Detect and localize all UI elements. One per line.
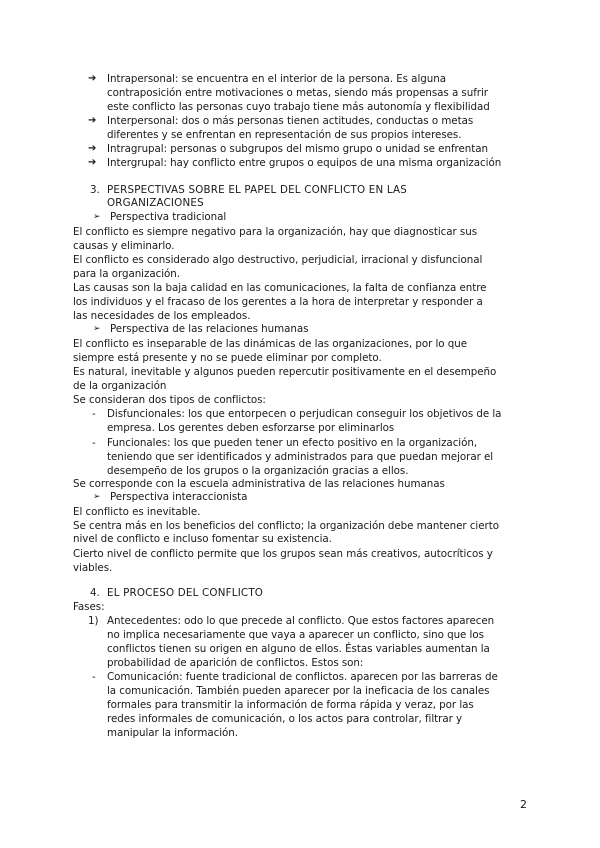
- arrow-bullet-icon: ➔: [88, 73, 97, 84]
- list-item-text: Disfuncionales: los que entorpecen o perjudican conseguir los objetivos de la: [107, 408, 502, 420]
- paragraph-line: causas y eliminarlo.: [73, 240, 175, 252]
- list-item-text: teniendo que ser identificados y administrados para que puedan mejorar el: [107, 451, 494, 463]
- paragraph-line: siempre está presente y no se puede eliminar por completo.: [73, 352, 382, 364]
- paragraph-line: Es natural, inevitable y algunos pueden repercutir positivamente en el desempeño: [73, 366, 497, 378]
- section-title: EL PROCESO DEL CONFLICTO: [107, 587, 264, 599]
- list-item-text: Intragrupal: personas o subgrupos del mismo grupo o unidad se enfrentan: [107, 143, 488, 155]
- list-item-text: probabilidad de aparición de conflictos. Estos son:: [107, 657, 364, 669]
- list-item-text: diferentes y se enfrentan en representación de sus propios intereses.: [107, 129, 462, 141]
- list-item-text: desempeño de los grupos o la organización gracias a ellos.: [107, 465, 409, 477]
- list-item-text: redes informales de comunicación, o los actos para controlar, filtrar y: [107, 713, 463, 725]
- paragraph-line: Se corresponde con la escuela administrativa de las relaciones humanas: [73, 478, 445, 490]
- dash-bullet-icon: -: [92, 671, 96, 683]
- subheading: Perspectiva interaccionista: [110, 491, 248, 503]
- paragraph-line: nivel de conflicto e incluso fomentar su existencia.: [73, 533, 332, 545]
- paragraph-line: los individuos y el fracaso de los gerentes a la hora de interpretar y responder a: [73, 296, 483, 308]
- list-item-text: Interpersonal: dos o más personas tienen actitudes, conductas o metas: [107, 115, 474, 127]
- paragraph-line: Las causas son la baja calidad en las comunicaciones, la falta de confianza entre: [73, 282, 487, 294]
- section-number: 4.: [90, 587, 100, 599]
- list-item-text: Comunicación: fuente tradicional de conflictos. aparecen por las barreras de: [107, 671, 498, 683]
- paragraph-line: las necesidades de los empleados.: [73, 310, 251, 322]
- subheading: Perspectiva de las relaciones humanas: [110, 323, 309, 335]
- list-item-text: Intergrupal: hay conflicto entre grupos o equipos de una misma organización: [107, 157, 502, 169]
- list-item-text: este conflicto las personas cuyo trabajo tiene más autonomía y flexibilidad: [107, 101, 490, 113]
- paragraph-line: de la organización: [73, 380, 167, 392]
- list-item-text: la comunicación. También pueden aparecer por la ineficacia de los canales: [107, 685, 490, 697]
- paragraph-line: El conflicto es siempre negativo para la organización, hay que diagnosticar sus: [73, 226, 478, 238]
- subheading: Perspectiva tradicional: [110, 211, 227, 223]
- paragraph-line: Se centra más en los beneficios del conflicto; la organización debe mantener cierto: [73, 520, 499, 532]
- section-title: ORGANIZACIONES: [107, 197, 204, 209]
- triangle-bullet-icon: ➢: [93, 492, 101, 502]
- paragraph-line: Se consideran dos tipos de conflictos:: [73, 394, 266, 406]
- paragraph-line: El conflicto es inevitable.: [73, 506, 201, 518]
- triangle-bullet-icon: ➢: [93, 212, 101, 222]
- list-item-text: empresa. Los gerentes deben esforzarse por eliminarlos: [107, 422, 395, 434]
- list-item-text: formales para transmitir la información de forma rápida y veraz, por las: [107, 699, 474, 711]
- paragraph-line: El conflicto es inseparable de las dinámicas de las organizaciones, por lo que: [73, 338, 468, 350]
- list-item-text: Antecedentes: odo lo que precede al conflicto. Que estos factores aparecen: [107, 615, 495, 627]
- page-number: 2: [520, 798, 527, 811]
- dash-bullet-icon: -: [92, 437, 96, 449]
- paragraph-line: Fases:: [73, 601, 105, 613]
- paragraph-line: Cierto nivel de conflicto permite que los grupos sean más creativos, autocríticos y: [73, 548, 493, 560]
- list-item-text: manipular la información.: [107, 727, 238, 739]
- list-item-text: contraposición entre motivaciones o metas, siendo más propensas a sufrir: [107, 87, 488, 99]
- arrow-bullet-icon: ➔: [88, 115, 97, 126]
- triangle-bullet-icon: ➢: [93, 324, 101, 334]
- list-item-text: no implica necesariamente que vaya a aparecer un conflicto, sino que los: [107, 629, 484, 641]
- dash-bullet-icon: -: [92, 408, 96, 420]
- arrow-bullet-icon: ➔: [88, 157, 97, 168]
- section-title: PERSPECTIVAS SOBRE EL PAPEL DEL CONFLICTO EN LAS: [107, 184, 407, 196]
- paragraph-line: El conflicto es considerado algo destructivo, perjudicial, irracional y disfuncional: [73, 254, 483, 266]
- list-item-text: Funcionales: los que pueden tener un efecto positivo en la organización,: [107, 437, 478, 449]
- item-number: 1): [88, 615, 99, 627]
- arrow-bullet-icon: ➔: [88, 143, 97, 154]
- list-item-text: conflictos tienen su origen en alguno de ellos. Éstas variables aumentan la: [107, 643, 490, 655]
- paragraph-line: para la organización.: [73, 268, 180, 280]
- paragraph-line: viables.: [73, 562, 113, 574]
- section-number: 3.: [90, 184, 100, 196]
- list-item-text: Intrapersonal: se encuentra en el interior de la persona. Es alguna: [107, 73, 446, 85]
